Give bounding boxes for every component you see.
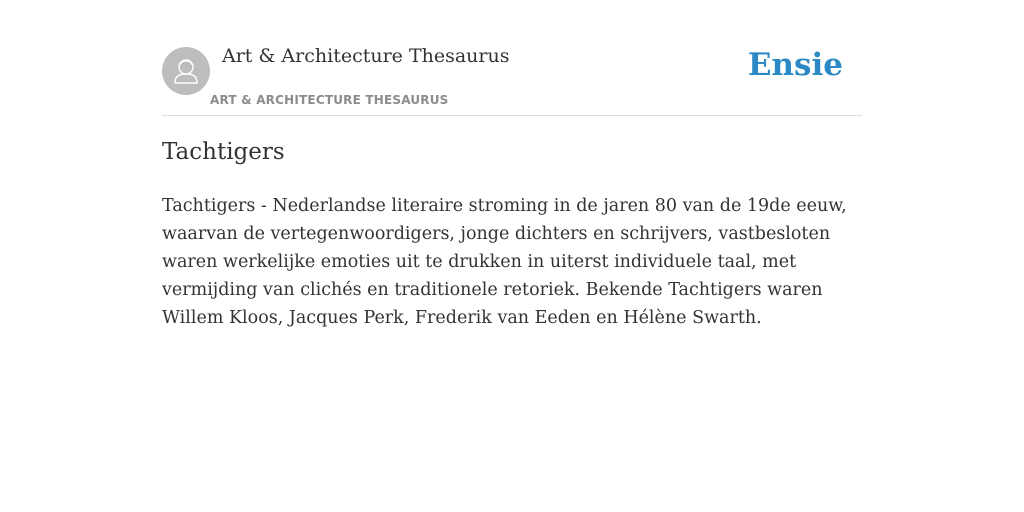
ensie-logo[interactable]: Ensie (747, 47, 843, 83)
article-card (162, 0, 862, 328)
author-category[interactable]: ART & ARCHITECTURE THESAURUS (210, 93, 449, 107)
author-name-link[interactable]: Art & Architecture Thesaurus (222, 45, 510, 67)
user-icon (162, 47, 210, 95)
article-header (162, 0, 862, 116)
author-avatar[interactable] (162, 47, 210, 95)
article-title: Tachtigers (162, 139, 285, 165)
article-body: Tachtigers - Nederlandse literaire stroming in de jaren 80 van de 19de eeuw, waarvan de vertegenwoordigers, jonge dichters en schrijvers, vastbesloten waren werkelijke emoties uit te drukken in uiterst individuele taal, met vermijding van clichés en traditionele retoriek. Bekende Tachtigers waren Willem Kloos, Jacques Perk, Frederik van Eeden en Hélène Swarth. (162, 196, 847, 328)
